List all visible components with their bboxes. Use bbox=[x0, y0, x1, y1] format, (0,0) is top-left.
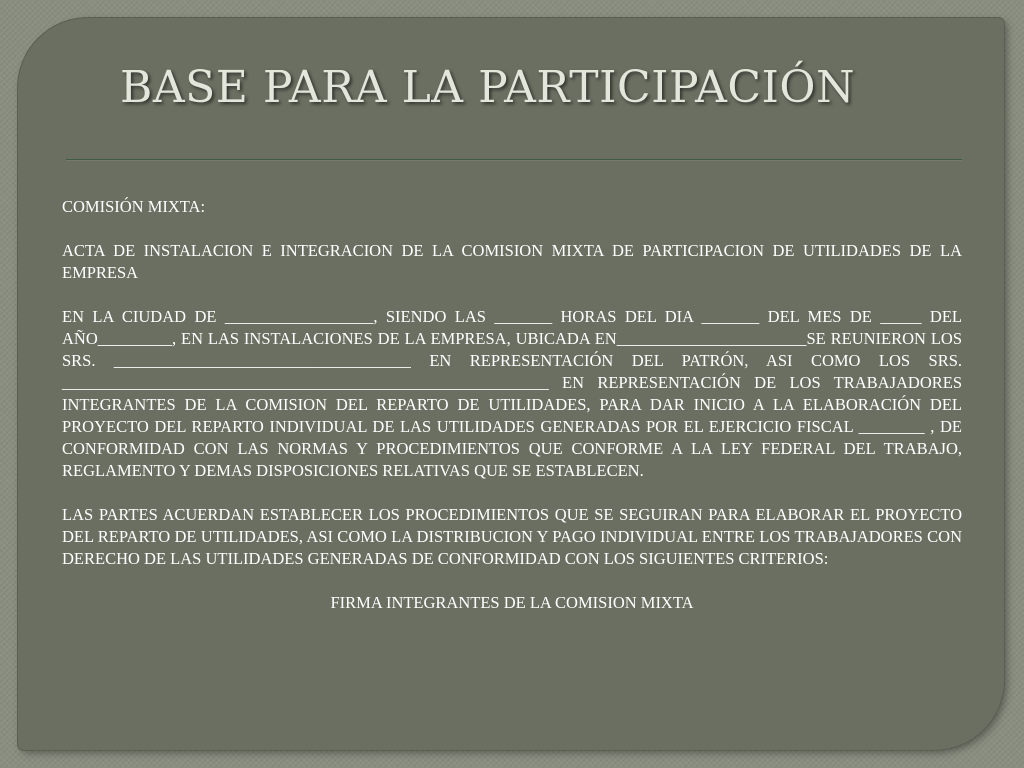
paragraph-acuerdo: LAS PARTES ACUERDAN ESTABLECER LOS PROCEDIMIENTOS QUE SE SEGUIRAN PARA ELABORAR EL PROYECTO DEL REPARTO DE UTILIDADES, ASI COMO LA DISTRIBUCION Y PAGO INDIVIDUAL ENTRE LOS TRABAJADORES CON DERECHO DE LAS UTILIDADES GENERADAS DE CONFORMIDAD CON LOS SIGUIENTES CRITERIOS: bbox=[62, 505, 962, 568]
paragraph-acta: ACTA DE INSTALACION E INTEGRACION DE LA COMISION MIXTA DE PARTICIPACION DE UTILIDADES DE LA EMPRESA bbox=[62, 241, 962, 282]
paragraph-ciudad: EN LA CIUDAD DE __________________, SIENDO LAS _______ HORAS DEL DIA _______ DEL MES DE _____ DEL AÑO_________, EN LAS INSTALACIONES DE LA EMPRESA, UBICADA EN_______________________SE REUNIERON LOS SRS. ____________________________________ EN REPRESENTACIÓN DEL PATRÓN, ASI COMO LOS SRS. ___________________________________________________________ EN REPRESENTACIÓN DE LOS TRABAJADORES INTEGRANTES DE LA COMISION DEL REPARTO DE UTILIDADES, PARA DAR INICIO A LA ELABORACIÓN DEL PROYECTO DEL REPARTO INDIVIDUAL DE LAS UTILIDADES GENERADAS POR EL EJERCICIO FISCAL ________ , DE CONFORMIDAD CON LAS NORMAS Y PROCEDIMIENTOS QUE CONFORME A LA LEY FEDERAL DEL TRABAJO, REGLAMENTO Y DEMAS DISPOSICIONES RELATIVAS QUE SE ESTABLECEN. bbox=[62, 307, 962, 480]
slide-body bbox=[62, 196, 962, 636]
section-heading: COMISIÓN MIXTA: bbox=[62, 197, 206, 216]
title-divider bbox=[66, 159, 962, 160]
signature-line: FIRMA INTEGRANTES DE LA COMISION MIXTA bbox=[330, 593, 694, 612]
slide-title: BASE PARA LA PARTICIPACIÓN bbox=[120, 62, 856, 113]
